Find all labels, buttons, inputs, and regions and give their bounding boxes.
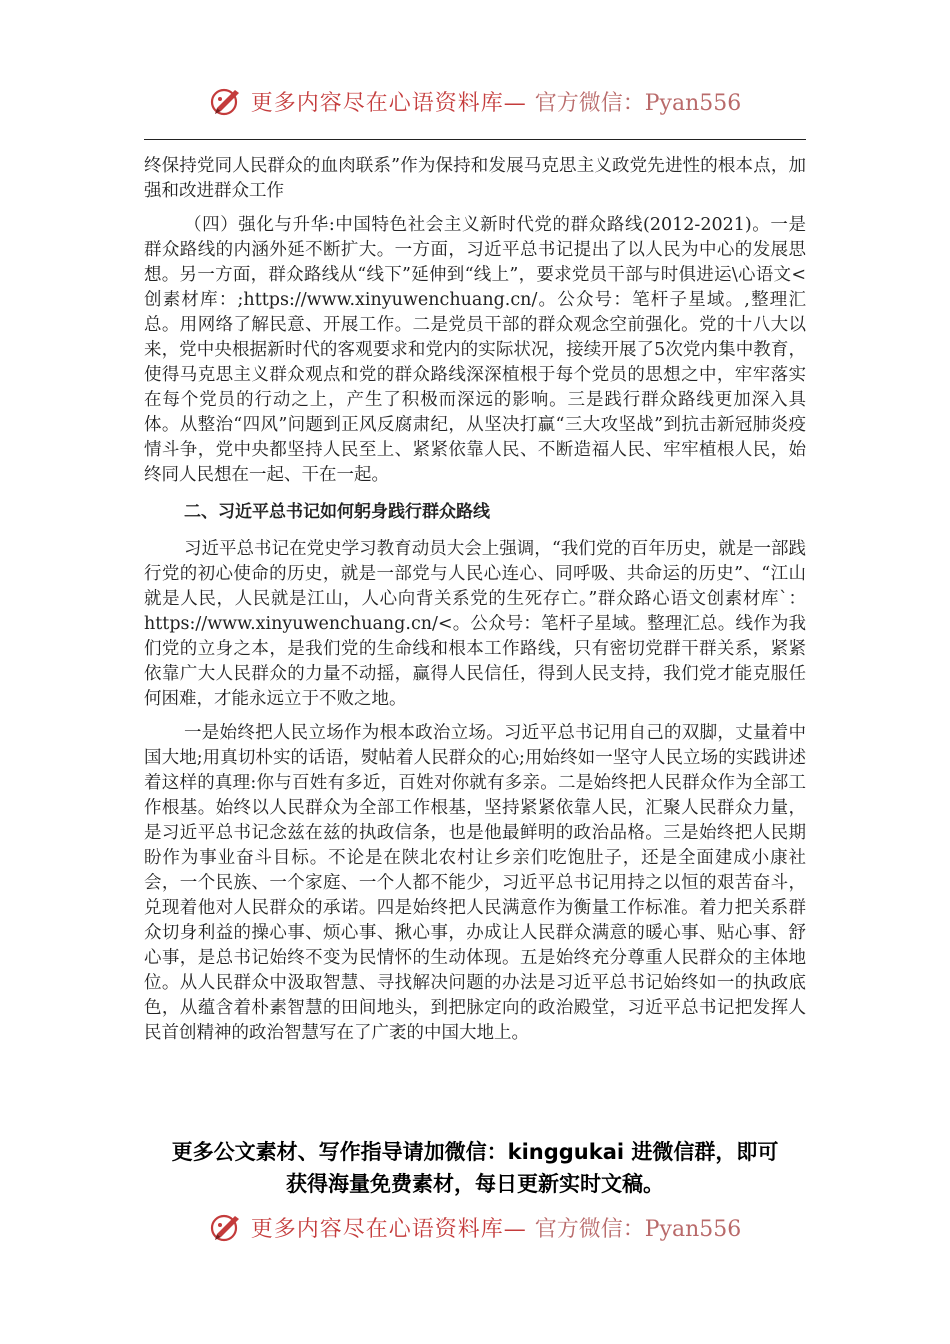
header-watermark bbox=[0, 84, 950, 118]
section-heading: 二、习近平总书记如何躬身践行群众路线 bbox=[184, 502, 490, 522]
footer-watermark bbox=[0, 1210, 950, 1244]
paragraph-speech-quote: 习近平总书记在党史学习教育动员大会上强调，“我们党的百年历史，就是一部践行党的初心使命的历史，就是一部党与人民心连心、同呼吸、共命运的历史”、“江山就是人民，人民就是江山，人心向背关系党的生死存亡。”群众路心语文创素材库`：https://www.xinyuwenchuang.cn/<。公众号：笔杆子星域。整理汇总。线作为我们党的立身之本，是我们党的生命线和根本工作路线，只有密切党群干群关系，紧紧依靠广大人民群众的力量不动摇，赢得人民信任，得到人民支持，我们党才能克服任何困难，才能永远立于不败之地。 bbox=[144, 539, 806, 709]
pen-logo-icon bbox=[209, 84, 243, 118]
paragraph-section-four: （四）强化与升华:中国特色社会主义新时代党的群众路线(2012-2021)。一是群众路线的内涵外延不断扩大。一方面，习近平总书记提出了以人民为中心的发展思想。另一方面，群众路线从“线下”延伸到“线上”，要求党员干部与时俱进运\心语文<创素材库：;https://www.xinyuwenchuang.cn/。公众号：笔杆子星域。,整理汇总。用网络了解民意、开展工作。二是党员干部的群众观念空前强化。党的十八大以来，党中央根据新时代的客观要求和党内的实际状况，接续开展了5次党内集中教育，使得马克思主义群众观点和党的群众路线深深植根于每个党员的思想之中，牢牢落实在每个党员的行动之上，产生了积极而深远的影响。三是践行群众路线更加深入具体。从整治“四风”问题到正风反腐肃纪，从坚决打赢“三大攻坚战”到抗击新冠肺炎疫情斗争，党中央都坚持人民至上、紧紧依靠人民、不断造福人民、牢牢植根人民，始终同人民想在一起、干在一起。 bbox=[144, 215, 806, 485]
promo-line-2: 获得海量免费素材，每日更新实时文稿。 bbox=[286, 1172, 664, 1196]
promo-line-1: 更多公文素材、写作指导请加微信：kinggukai 进微信群，即可 bbox=[171, 1140, 779, 1164]
header-watermark-text: 更多内容尽在心语资料库— bbox=[250, 90, 527, 116]
paragraph-continued: 终保持党同人民群众的血肉联系”作为保持和发展马克思主义政党先进性的根本点，加强和改进群众工作 bbox=[144, 156, 806, 201]
document-body bbox=[144, 154, 806, 1046]
footer-watermark-contact: 官方微信：Pyan556 bbox=[534, 1216, 742, 1242]
paragraph-five-points: 一是始终把人民立场作为根本政治立场。习近平总书记用自己的双脚，丈量着中国大地;用真切朴实的话语，熨帖着人民群众的心;用始终如一坚守人民立场的实践讲述着这样的真理:你与百姓有多近，百姓对你就有多亲。二是始终把人民群众作为全部工作根基。始终以人民群众为全部工作根基，坚持紧紧依靠人民，汇聚人民群众力量，是习近平总书记念兹在兹的执政信条，也是他最鲜明的政治品格。三是始终把人民期盼作为事业奋斗目标。不论是在陕北农村让乡亲们吃饱肚子，还是全面建成小康社会，一个民族、一个家庭、一个人都不能少，习近平总书记用持之以恒的艰苦奋斗，兑现着他对人民群众的承诺。四是始终把人民满意作为衡量工作标准。着力把关系群众切身利益的操心事、烦心事、揪心事，办成让人民群众满意的暖心事、贴心事、舒心事，是总书记始终不变为民情怀的生动体现。五是始终充分尊重人民群众的主体地位。从人民群众中汲取智慧、寻找解决问题的办法是习近平总书记始终如一的执政底色，从蕴含着朴素智慧的田间地头，到把脉定向的政治殿堂，习近平总书记把发挥人民首创精神的政治智慧写在了广袤的中国大地上。 bbox=[144, 723, 806, 1043]
promo-notice bbox=[120, 1136, 830, 1200]
footer-watermark-text: 更多内容尽在心语资料库— bbox=[250, 1216, 527, 1242]
pen-logo-icon bbox=[209, 1210, 243, 1244]
header-divider bbox=[144, 139, 806, 140]
header-watermark-contact: 官方微信：Pyan556 bbox=[534, 90, 742, 116]
